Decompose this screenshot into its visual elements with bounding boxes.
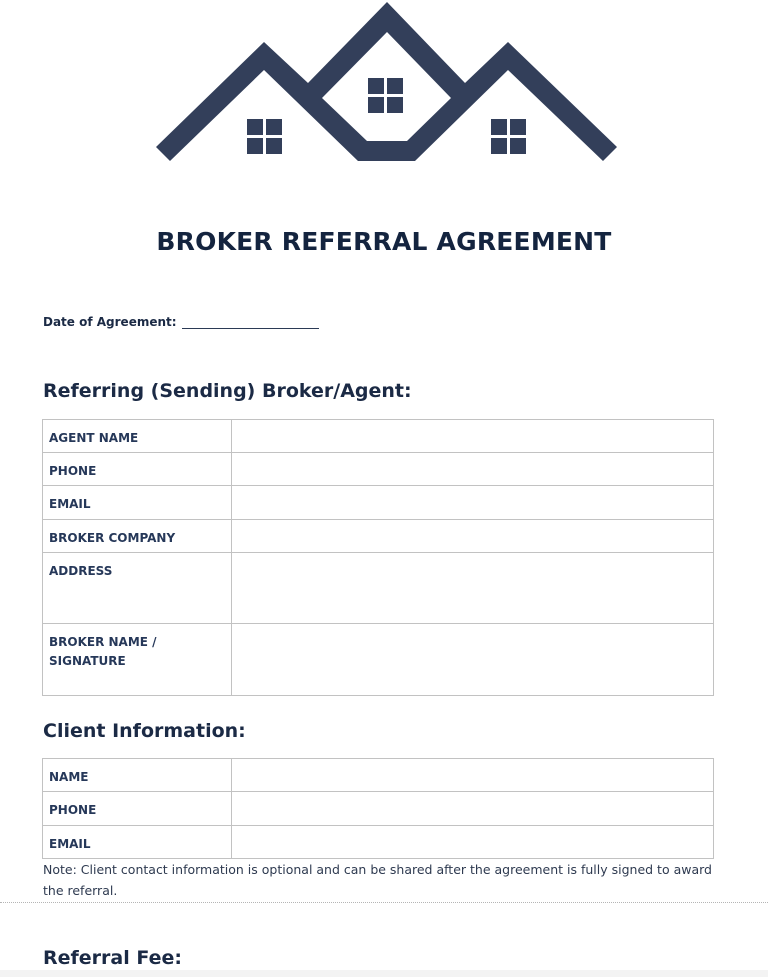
broker-signature-label: BROKER NAME / SIGNATURE (43, 624, 232, 696)
table-row (43, 826, 714, 859)
phone-field[interactable] (232, 453, 714, 486)
table-row (43, 486, 714, 520)
broker-company-label: BROKER COMPANY (43, 520, 232, 553)
client-information-table (42, 758, 714, 859)
email-label: EMAIL (43, 486, 232, 520)
client-phone-label: PHONE (43, 792, 232, 826)
agent-name-field[interactable] (232, 420, 714, 453)
house-roofs-logo-icon (0, 0, 768, 170)
page-gap (0, 970, 768, 977)
table-row (43, 792, 714, 826)
referring-broker-table (42, 419, 714, 696)
table-row (43, 553, 714, 624)
broker-company-field[interactable] (232, 520, 714, 553)
table-row (43, 759, 714, 792)
document-title: BROKER REFERRAL AGREEMENT (156, 227, 612, 256)
window-icon (491, 119, 526, 154)
broker-signature-field[interactable] (232, 624, 714, 696)
client-phone-field[interactable] (232, 792, 714, 826)
agent-name-label: AGENT NAME (43, 420, 232, 453)
table-row (43, 420, 714, 453)
client-name-label: NAME (43, 759, 232, 792)
client-info-note: Note: Client contact information is optional and can be shared after the agreement is fully signed to award the referral. (43, 862, 712, 898)
address-label: ADDRESS (43, 553, 232, 624)
referral-fee-heading: Referral Fee: (43, 947, 182, 969)
table-row (43, 624, 714, 696)
email-field[interactable] (232, 486, 714, 520)
address-field[interactable] (232, 553, 714, 624)
client-name-field[interactable] (232, 759, 714, 792)
phone-label: PHONE (43, 453, 232, 486)
window-icon (247, 119, 282, 154)
date-of-agreement (43, 314, 319, 329)
client-email-label: EMAIL (43, 826, 232, 859)
window-icon (368, 78, 403, 113)
date-label: Date of Agreement: (43, 315, 177, 329)
client-information-heading: Client Information: (43, 720, 246, 742)
table-row (43, 520, 714, 553)
page-break-divider (0, 902, 768, 903)
client-email-field[interactable] (232, 826, 714, 859)
date-field[interactable] (182, 314, 319, 329)
referring-broker-heading: Referring (Sending) Broker/Agent: (43, 380, 412, 402)
table-row (43, 453, 714, 486)
